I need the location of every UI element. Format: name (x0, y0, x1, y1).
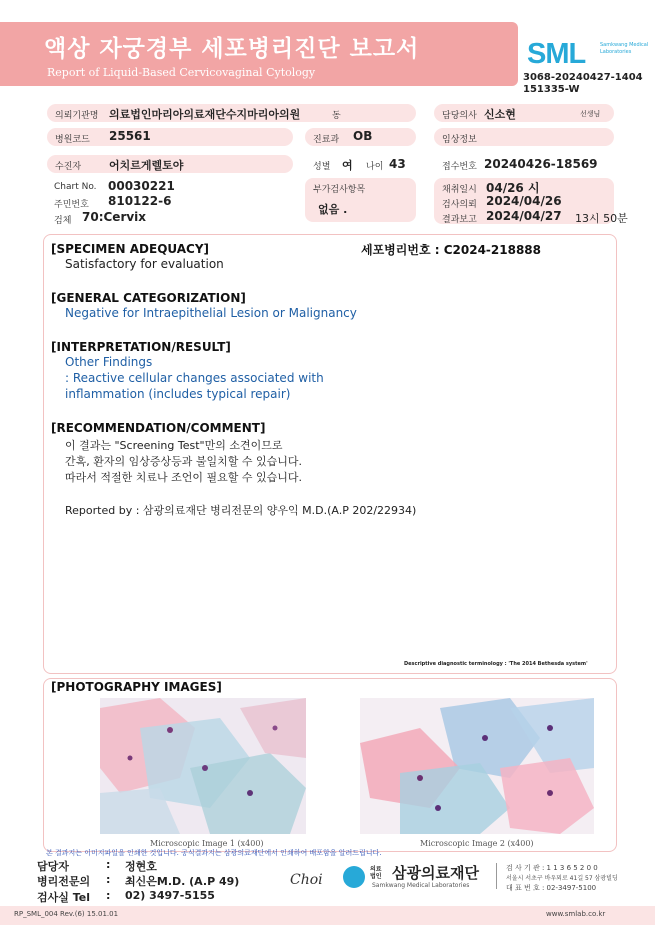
dept-value: OB (353, 129, 373, 143)
specimen-label: 검체 (54, 216, 72, 226)
specimen-id-line2: 151335-W (523, 84, 580, 95)
cyto-number-label: 세포병리번호 : (361, 243, 440, 257)
org-name: 삼광의료재단 (392, 864, 479, 882)
cyto-number-value: C2024-218888 (443, 243, 542, 257)
photo-title: [PHOTOGRAPHY IMAGES] (51, 680, 222, 694)
extra-test-value: 없음 . (318, 203, 348, 216)
doctor-label: 담당의사 (442, 111, 477, 121)
print-notice: 본 결과지는 이미지파일을 인쇄한 것입니다. 공식결과지는 삼광의료재단에서 인쇄하여 배포함을 알려드립니다. (46, 849, 382, 857)
interp-line1: Other Findings (65, 355, 153, 369)
recommend-title: [RECOMMENDATION/COMMENT] (51, 421, 266, 435)
adequacy-title: [SPECIMEN ADEQUACY] (51, 242, 210, 256)
manager-value: 정현호 (125, 860, 157, 873)
resident-label: 주민번호 (54, 200, 89, 210)
receipt-value: 20240426-18569 (484, 157, 598, 171)
general-value: Negative for Intraepithelial Lesion or Malignancy (65, 306, 357, 320)
terminology-note: Descriptive diagnostic terminology : 'The 2014 Bethesda system' (404, 661, 588, 667)
manager-label: 담당자 (37, 860, 69, 873)
website: www.smlab.co.kr (546, 910, 606, 918)
sml-logo-subtext: Samkwang Medical Laboratories (600, 42, 649, 55)
report-title: 액상 자궁경부 세포병리진단 보고서 (44, 36, 420, 62)
examinee-value: 어치르게렐토야 (109, 159, 184, 172)
chart-label: Chart No. (54, 182, 97, 192)
institution-label: 의뢰기관명 (55, 111, 99, 121)
clinical-info-label: 임상정보 (442, 135, 477, 145)
org-phone: 대 표 번 호 : 02-3497-5100 (506, 884, 597, 892)
institution-value: 의료법인마리아의료재단수지마리아의원 (109, 108, 301, 121)
report-date-label: 결과보고 (442, 215, 477, 225)
microscopic-image-2 (360, 698, 594, 834)
hospital-code-label: 병원코드 (55, 135, 90, 145)
specimen-id (523, 72, 643, 96)
resident-value: 810122-6 (108, 194, 172, 208)
specimen-id-line1: 3068-20240427-1404 (523, 72, 643, 83)
collect-label: 채취일시 (442, 185, 477, 195)
tel-colon: : (106, 889, 111, 902)
collect-value: 04/26 시 (486, 181, 540, 195)
doctor-value: 신소현 (484, 108, 516, 121)
recommend-line2: 간혹, 환자의 임상증상등과 불일치할 수 있습니다. (65, 455, 302, 468)
adequacy-value: Satisfactory for evaluation (65, 257, 224, 271)
interp-line2: : Reactive cellular changes associated with (65, 371, 324, 385)
sex-value: 여 (342, 159, 353, 172)
cyto-number (361, 241, 541, 258)
sml-logo: SML (527, 38, 586, 70)
pathologist-value: 최신은M.D. (A.P 49) (125, 875, 240, 888)
receipt-label: 접수번호 (442, 162, 477, 172)
pathologist-label: 병리전문의 (37, 875, 91, 888)
tel-label: 검사실 Tel (37, 891, 90, 904)
request-label: 검사의뢰 (442, 200, 477, 210)
age-value: 43 (389, 157, 406, 171)
interp-line3: inflammation (includes typical repair) (65, 387, 291, 401)
sex-label: 성별 (313, 162, 331, 172)
specimen-value: 70:Cervix (82, 210, 147, 224)
pathologist-colon: : (106, 873, 111, 886)
caption-image-2: Microscopic Image 2 (x400) (420, 839, 534, 848)
org-address: 서울시 서초구 바우뫼로 41길 57 삼광빌딩 (506, 875, 618, 882)
examinee-label: 수진자 (55, 162, 82, 172)
interp-title: [INTERPRETATION/RESULT] (51, 340, 231, 354)
general-title: [GENERAL CATEGORIZATION] (51, 291, 246, 305)
manager-colon: : (106, 858, 111, 871)
chart-value: 00030221 (108, 179, 175, 193)
tel-value: 02) 3497-5155 (125, 889, 215, 902)
reported-by: Reported by : 삼광의료재단 병리전문의 양우익 M.D.(A.P 202/22934) (65, 504, 417, 517)
recommend-line3: 따라서 적절한 치료나 조언이 필요할 수 있습니다. (65, 471, 302, 484)
recommend-line1: 이 결과는 "Screening Test"만의 소견이므로 (65, 439, 283, 452)
request-value: 2024/04/26 (486, 194, 562, 208)
report-date-value: 2024/04/27 (486, 209, 562, 223)
caption-image-1: Microscopic Image 1 (x400) (150, 839, 264, 848)
pathologist-signature: Choi (290, 872, 323, 888)
hospital-code-value: 25561 (109, 129, 151, 143)
org-registration: 검 사 기 관 : 1 1 3 6 5 2 0 0 (506, 864, 598, 872)
doctor-suffix: 선생님 (580, 110, 601, 118)
extra-test-label: 부가검사항목 (313, 185, 366, 195)
microscopic-image-1 (100, 698, 306, 834)
org-prefix: 의료 법인 (370, 866, 382, 880)
org-logo-icon (343, 866, 365, 888)
report-subtitle: Report of Liquid-Based Cervicovaginal Cytology (47, 66, 316, 79)
institution-suffix: 동 (332, 111, 341, 121)
report-time-value: 13시 50분 (575, 212, 628, 225)
age-label: 나이 (366, 162, 384, 172)
footer-divider (496, 863, 497, 889)
form-code: RP_SML_004 Rev.(6) 15.01.01 (14, 910, 119, 918)
org-name-en: Samkwang Medical Laboratories (372, 882, 470, 889)
dept-label: 진료과 (313, 135, 340, 145)
